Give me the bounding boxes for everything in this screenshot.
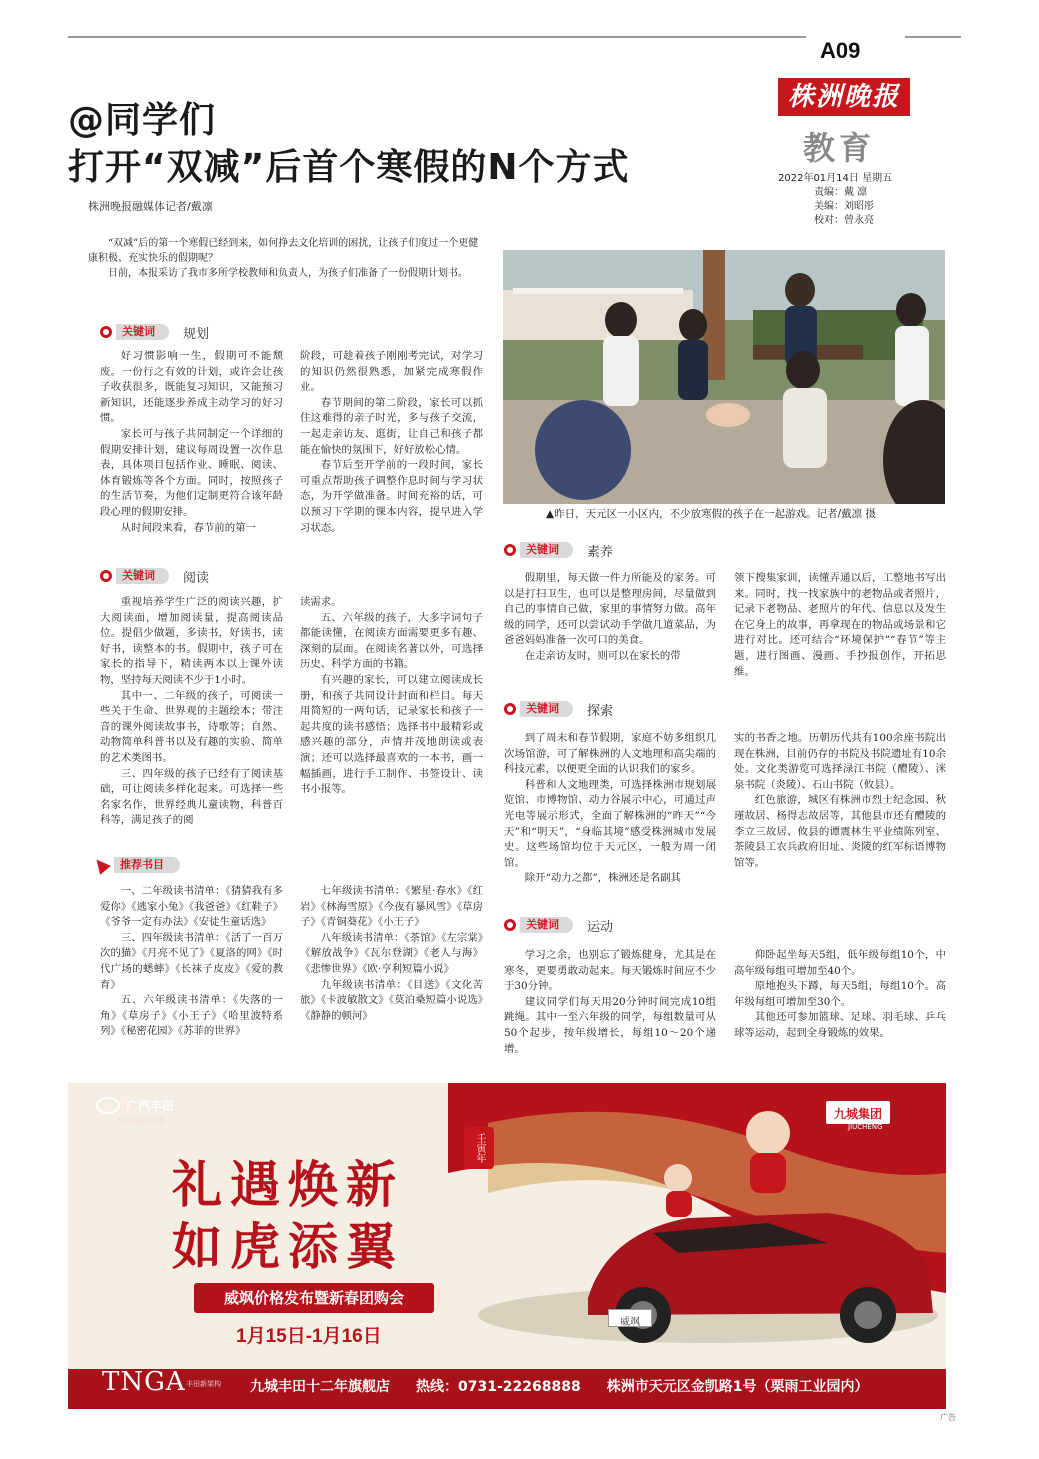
event-title: 威飒价格发布暨新春团购会 (223, 1289, 404, 1307)
car-advertisement (68, 1083, 946, 1409)
paragraph: 实的书香之地。历朝历代共有100余座书院出现在株洲，目前仍存的书院及书院遗址有10余处。文化类游览可选择渌江书院（醴陵）、洣泉书院（炎陵）、石山书院（攸县）。 (734, 732, 946, 791)
books-title: 推荐书目 (114, 857, 180, 873)
tnga-subtitle: 丰田新架构 (186, 1380, 221, 1388)
paragraph: 学习之余，也别忘了锻炼健身，尤其是在寒冬，更要勇敢动起来。每天锻炼时间应不少于30分钟。 (504, 949, 716, 993)
brand-logo (96, 1097, 174, 1114)
slogan-line2: 如虎添翼 (172, 1217, 404, 1276)
paragraph: 仰卧起坐每天5组，低年级每组10个，中高年级每组可增加至40个。 (734, 949, 946, 977)
explore-col2 (734, 731, 946, 871)
group-badge (826, 1101, 890, 1124)
event-banner (194, 1283, 434, 1313)
paragraph: 春节后至开学前的一段时间，家长可重点帮助孩子调整作息时间与学习状态，为开学做准备。时间充裕的话，可以预习下学期的课本内容，提早进入学习状态。 (300, 459, 483, 534)
edition-meta (778, 172, 918, 228)
top-rule-right (905, 36, 961, 38)
toyota-logo-icon (96, 1097, 120, 1114)
paragraph: 五、六年级的孩子，大多字词句子都能读懂，在阅读方面需要更多有趣、深刻的层面。在阅读名著以外，可选择历史、科学方面的书籍。 (300, 611, 483, 671)
footer-phone: 热线：0731-22268888 (416, 1379, 581, 1395)
year-seal: 壬寅年 (464, 1127, 494, 1169)
ad-mark: 广告 (940, 1413, 956, 1422)
paragraph: 阶段，可趁着孩子刚刚考完试，对学习的知识仍然很熟悉，加紧完成寒假作业。 (300, 350, 483, 394)
headline-line1: @同学们 (68, 100, 217, 141)
brand-subtitle: 启动感动世界 (118, 1116, 166, 1125)
car-plate-text: 威飒 (620, 1317, 640, 1328)
tnga-logo: TNGA (102, 1367, 186, 1397)
plan-col2 (300, 349, 483, 536)
lead-paragraphs (88, 236, 488, 281)
section-title: 教育 (803, 129, 876, 167)
paragraph: 七年级读书清单：《繁星·春水》《红岩》《林海雪原》《今夜有暴风雪》《草房子》《青铜葵花》《小王子》 (300, 885, 483, 929)
paragraph: 其他还可参加篮球、足球、羽毛球、乒乓球等运动，起到全身锻炼的效果。 (734, 1011, 946, 1039)
books-header (94, 855, 180, 875)
explore-col1 (504, 731, 716, 887)
paragraph: 一、二年级读书清单：《猜猜我有多爱你》《逃家小兔》《我爸爸》《红鞋子》《爷爷一定有办法》《安徒生童话选》 (100, 885, 283, 929)
keyword-quality (504, 541, 613, 559)
paragraph: 原地抱头下蹲，每天5组，每组10个。高年级每组可增加至30个。 (734, 980, 946, 1008)
quality-col1 (504, 571, 716, 665)
read-col2 (300, 595, 483, 798)
paragraph: 五、六年级读书清单：《失落的一角》《草房子》《小王子》《哈里波特系列》《秘密花园》《苏菲的世界》 (100, 994, 283, 1038)
paragraph: 八年级读书清单：《茶馆》《左宗棠》《解放战争》《瓦尔登湖》《老人与海》《悲惨世界》《欧·亨利短篇小说》 (300, 931, 483, 975)
keyword-word: 运动 (587, 919, 614, 935)
keyword-dot-icon (100, 326, 112, 338)
keyword-plan (100, 323, 209, 341)
keyword-explore (504, 700, 613, 718)
footer-store: 九城丰田十二年旗舰店 (250, 1379, 390, 1395)
sport-col2 (734, 948, 946, 1042)
paragraph: 从时间段来看，春节前的第一 (120, 521, 256, 534)
pencil-icon (91, 855, 111, 875)
lead-p2: 日前，本报采访了我市多所学校教师和负责人，为孩子们准备了一份假期计划书。 (108, 268, 468, 279)
slogan-line1: 礼遇焕新 (172, 1155, 404, 1214)
paragraph: 读需求。 (300, 596, 342, 608)
paragraph: 建议同学们每天用20分钟时间完成10组跳绳。其中一至六年级的同学，每组数量可从50个起步，按年级增长，每组10～20个递增。 (504, 995, 716, 1055)
keyword-dot-icon (100, 570, 112, 582)
group-name: 九城集团 (834, 1107, 883, 1121)
keyword-word: 素养 (587, 544, 614, 560)
paragraph: 在走亲访友时，则可以在家长的带 (524, 649, 681, 662)
sport-col1 (504, 948, 716, 1057)
footer-address: 株洲市天元区金凯路1号（栗雨工业园内） (606, 1379, 869, 1395)
paragraph: 九年级读书清单：《目送》《文化苦旅》《卡波敏散文》《莫泊桑短篇小说选》《静静的顿河》 (300, 978, 483, 1022)
paragraph: 除开“动力之都”，株洲还是名副其 (524, 872, 681, 885)
keyword-sport (504, 916, 613, 934)
paragraph: 领下搜集家训，读懂弄通以后，工整地书写出来。同时，找一找家族中的老物品或者照片，记录下老物品、老照片的年代、信息以及发生在它身上的故事，再拿现在的物品或场景和它进行对比。还可结合“环境保护”“春节”等主题，进行图画、漫画、手抄报创作，开拓思维。 (734, 572, 946, 678)
page-number: A09 (820, 38, 861, 63)
car-plate (608, 1309, 652, 1327)
keyword-label: 关键词 (116, 324, 169, 340)
keyword-label: 关键词 (520, 542, 573, 558)
keyword-word: 规划 (183, 326, 210, 342)
read-col1 (100, 595, 283, 829)
books-col1 (100, 884, 283, 1040)
keyword-label: 关键词 (520, 917, 573, 933)
plan-col1 (100, 349, 283, 536)
keyword-label: 关键词 (116, 568, 169, 584)
keyword-dot-icon (504, 544, 516, 556)
edition-date: 2022年01月14日 星期五 (778, 173, 893, 184)
paragraph: 有兴趣的家长，可以建立阅读成长册，和孩子共同设计封面和栏目。每天用简短的一两句话，记录家长和孩子一起共度的读书感悟；选择书中最精彩或感兴趣的部分，声情并茂地朗读或表演；还可以选择最喜欢的一本书，画一幅插画，进行手工制作、书签设计、读书小报等。 (300, 673, 483, 796)
paragraph: 家长可与孩子共同制定一个详细的假期安排计划，建议每周设置一次作息表，具体项目包括作业、睡眠、阅读、体育锻炼等各个方面。同时，按照孩子的生活节奏，为他们定制更符合该年龄段心理的假期安排。 (100, 427, 283, 518)
kids-photo-illustration (503, 250, 945, 504)
keyword-label: 关键词 (520, 701, 573, 717)
paragraph: 假期里，每天做一件力所能及的家务。可以是打扫卫生，也可以是整理房间，尽量做到自己的事情自己做，家里的事情努力做。高年级的同学，还可以尝试动手学做几道菜品，为爸爸妈妈准备一次可口的美食。 (504, 572, 716, 647)
books-col2 (300, 884, 483, 1024)
paragraph: 到了周末和春节假期，家庭不妨多组织几次场馆游，可了解株洲的人文地理和高尖端的科技元素，以便更全面的认识我们的家乡。 (504, 732, 716, 776)
paragraph: 三、四年级读书清单：《活了一百万次的猫》《月亮不见了》《夏洛的网》《时代广场的蟋蟀》《长袜子皮皮》《爱的教育》 (100, 931, 283, 991)
ad-footer (250, 1376, 868, 1396)
headline-line2: 打开“双减”后首个寒假的N个方式 (68, 147, 630, 188)
photo-caption: ▲昨日，天元区一小区内，不少放寒假的孩子在一起游戏。记者/戴凛 摄 (546, 508, 876, 520)
paragraph: 其中一、二年级的孩子，可阅读一些关于生命、世界观的主题绘本；带注音的课外阅读故事书，诗歌等；自然、动物简单科普书以及有趣的实验、简单的艺术类图书。 (100, 689, 283, 764)
paper-logo: 株洲晚报 (778, 78, 910, 116)
keyword-word: 阅读 (183, 570, 210, 586)
byline: 株洲晚报融媒体记者/戴凛 (88, 200, 213, 213)
keyword-read (100, 567, 209, 585)
paragraph: 好习惯影响一生，假期可不能颓废。一份行之有效的计划，或许会让孩子收获很多，既能复习知识，又能预习新知识，还能逐步养成主动学习的好习惯。 (100, 350, 283, 425)
paragraph: 科普和人文地理类，可选择株洲市规划展览馆、市博物馆、动力谷展示中心，可通过声光电等展示形式，全面了解株洲的“昨天”“今天”和“明天”，“身临其境”感受株洲城市发展史。这些场馆均位于天元区，一般为周一闭馆。 (504, 778, 716, 869)
top-rule (68, 36, 806, 38)
lead-p1: “双减”后的第一个寒假已经到来，如何挣去文化培训的困扰，让孩子们度过一个更健康积极、充实快乐的假期呢？ (88, 238, 479, 264)
keyword-dot-icon (504, 703, 516, 715)
event-dates: 1月15日-1月16日 (236, 1326, 382, 1347)
editor-credit: 责编：戴 凛 (814, 187, 868, 198)
brand-name: 广汽丰田 (126, 1099, 175, 1113)
paragraph: 重视培养学生广泛的阅读兴趣，扩大阅读面，增加阅读量，提高阅读品位。提倡少做题，多读书，好读书，读好书，读整本的书。假期中，孩子可在家长的指导下，精读两本以上课外读物，坚持每天阅读不少于1小时。 (100, 596, 283, 686)
keyword-word: 探索 (587, 703, 614, 719)
proof-credit: 校对：曾永亮 (814, 215, 874, 226)
group-english: JIUCHENG (848, 1123, 883, 1131)
quality-col2 (734, 571, 946, 680)
keyword-dot-icon (504, 919, 516, 931)
kids-photo (503, 250, 945, 504)
paragraph: 红色旅游，城区有株洲市烈士纪念园、秋瑾故居、杨得志故居等，其他县市还有醴陵的李立三故居、攸县的谭震林生平业绩陈列室、茶陵县工农兵政府旧址、炎陵的红军标语博物馆等。 (734, 794, 946, 869)
paragraph: 春节期间的第二阶段，家长可以抓住这难得的亲子时光，多与孩子交流，一起走亲访友、逛街，让自己和孩子都能在愉快的氛围下，好好放松心情。 (300, 396, 483, 456)
paragraph: 三、四年级的孩子已经有了阅读基础，可让阅读多样化起来。可选择一些名家名作，世界经典儿童读物，科普百科等，满足孩子的阅 (100, 767, 283, 827)
art-credit: 美编：刘昭彤 (814, 201, 874, 212)
